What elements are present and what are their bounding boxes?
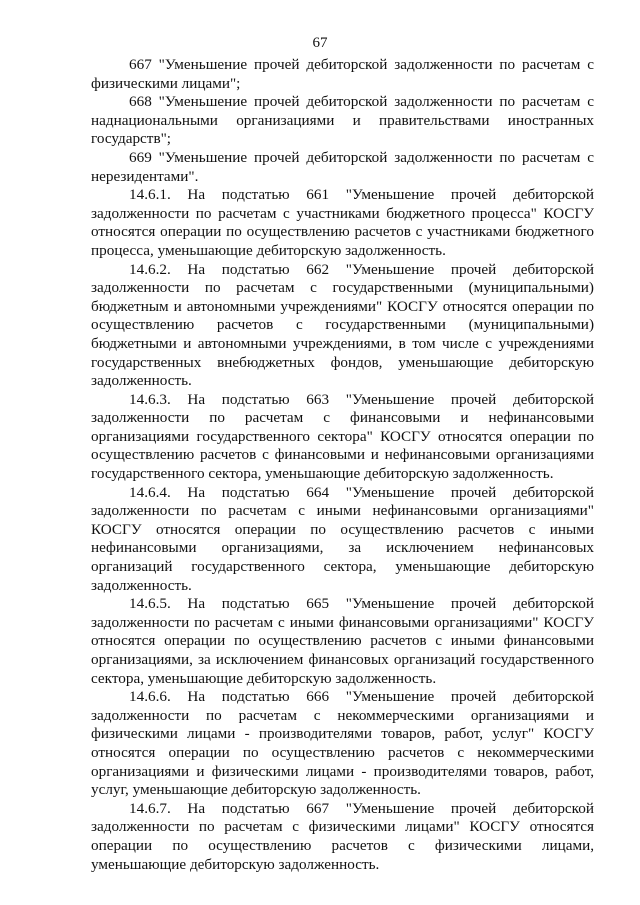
section-14-6-2: 14.6.2. На подстатью 662 "Уменьшение прочей дебиторской задолженности по расчетам с государственными (муниципальными) бюджетным и автономными учреждениями" КОСГУ относятся операции по осуществлению расчетов с государственными (муниципальными) бюджетными и автономными учреждениями, в том числе с учреждениями государственных внебюджетных фондов, уменьшающие дебиторскую задолженность. [91,260,594,390]
section-14-6-7: 14.6.7. На подстатью 667 "Уменьшение прочей дебиторской задолженности по расчетам с физическими лицами" КОСГУ относятся операции по осуществлению расчетов с физическими лицами, уменьшающие дебиторскую задолженность. [91,799,594,873]
section-14-6-1: 14.6.1. На подстатью 661 "Уменьшение прочей дебиторской задолженности по расчетам с участниками бюджетного процесса" КОСГУ относятся операции по осуществлению расчетов с участниками бюджетного процесса, уменьшающие дебиторскую задолженность. [91,186,594,259]
section-14-6-5: 14.6.5. На подстатью 665 "Уменьшение прочей дебиторской задолженности по расчетам с иными финансовыми организациями" КОСГУ относятся операции по осуществлению расчетов с иными финансовыми организациями, за исключением финансовых организаций государственного сектора, уменьшающие дебиторскую задолженность. [91,595,594,687]
list-item-667: 667 "Уменьшение прочей дебиторской задолженности по расчетам с физическими лицами"; [91,56,594,92]
page-number: 67 [312,35,328,51]
section-14-6-6: 14.6.6. На подстатью 666 "Уменьшение прочей дебиторской задолженности по расчетам с некоммерческими организациями и физическими лицами - производителями товаров, работ, услуг" КОСГУ относятся операции по осуществлению расчетов с некоммерческими организациями и физическими лицами - производителями товаров, работ, услуг, уменьшающие дебиторскую задолженность. [91,688,594,799]
list-item-668: 668 "Уменьшение прочей дебиторской задолженности по расчетам с наднациональными организациями и правительствами иностранных государств"; [91,93,594,148]
section-14-6-4: 14.6.4. На подстатью 664 "Уменьшение прочей дебиторской задолженности по расчетам с иными нефинансовыми организациями" КОСГУ относятся операции по осуществлению расчетов с иными нефинансовыми организациями, за исключением нефинансовых организаций государственного сектора, уменьшающие дебиторскую задолженность. [91,483,594,594]
list-item-669: 669 "Уменьшение прочей дебиторской задолженности по расчетам с нерезидентами". [91,148,594,185]
document-body [91,56,594,874]
section-14-6-3: 14.6.3. На подстатью 663 "Уменьшение прочей дебиторской задолженности по расчетам с финансовыми и нефинансовыми организациями государственного сектора" КОСГУ относятся операции по осуществлению расчетов с финансовыми и нефинансовыми организациями государственного сектора, уменьшающие дебиторскую задолженность. [91,390,594,483]
